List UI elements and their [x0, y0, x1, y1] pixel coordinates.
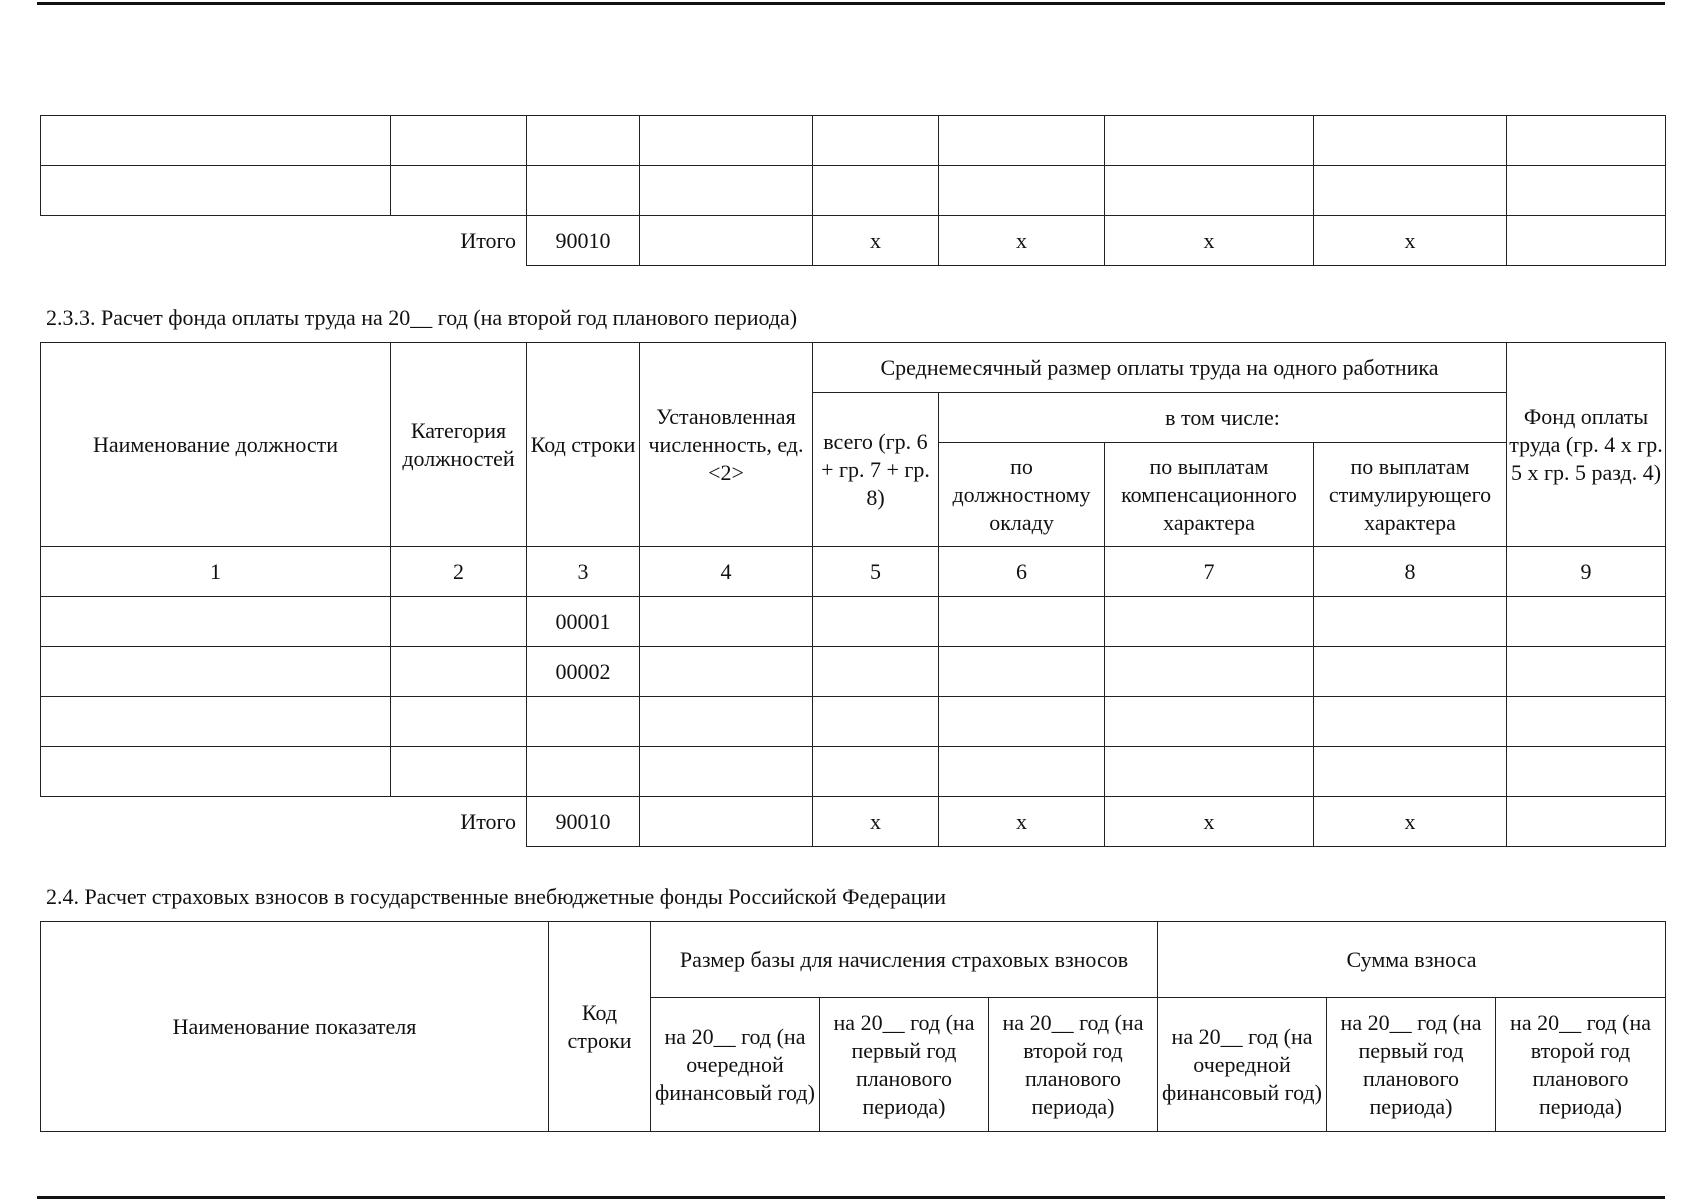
table-row	[41, 597, 1666, 647]
row-code	[527, 697, 640, 747]
total-label: Итого	[41, 216, 527, 266]
table-row	[41, 747, 1666, 797]
header-contribution: Сумма взноса	[1158, 922, 1666, 998]
header-fund: Фонд оплаты труда (гр. 4 x гр. 5 x гр. 5 разд. 4)	[1507, 343, 1666, 547]
header-year-second: на 20__ год (на второй год планового периода)	[989, 998, 1158, 1132]
column-number: 9	[1507, 547, 1666, 597]
header-year-next: на 20__ год (на очередной финансовый год)	[1158, 998, 1327, 1132]
row-code	[527, 747, 640, 797]
column-number: 5	[813, 547, 939, 597]
x-mark: x	[1105, 797, 1314, 847]
total-code: 90010	[527, 216, 640, 266]
payroll-table-233	[40, 342, 1666, 847]
top-rule	[37, 2, 1665, 5]
header-year-second: на 20__ год (на второй год планового периода)	[1496, 998, 1666, 1132]
header-category: Категория должностей	[391, 343, 527, 547]
bottom-rule	[37, 1196, 1665, 1199]
column-number: 3	[527, 547, 640, 597]
table-row	[41, 116, 1666, 166]
column-number: 2	[391, 547, 527, 597]
header-position-name: Наименование должности	[41, 343, 391, 547]
table-row	[41, 697, 1666, 747]
column-number: 7	[1105, 547, 1314, 597]
total-row	[41, 797, 1666, 847]
total-code: 90010	[527, 797, 640, 847]
row-code: 00001	[527, 597, 640, 647]
insurance-table-24	[40, 921, 1666, 1132]
column-number: 8	[1314, 547, 1507, 597]
x-mark: x	[1314, 797, 1507, 847]
x-mark: x	[813, 216, 939, 266]
previous-table-tail	[40, 115, 1666, 266]
header-compensation: по выплатам компенсационного характера	[1105, 443, 1314, 547]
column-number: 4	[640, 547, 813, 597]
header-year-next: на 20__ год (на очередной финансовый год)	[651, 998, 820, 1132]
column-numbers-row	[41, 547, 1666, 597]
x-mark: x	[1314, 216, 1507, 266]
total-label: Итого	[41, 797, 527, 847]
header-base-size: Размер базы для начисления страховых взносов	[651, 922, 1158, 998]
header-headcount: Установленная численность, ед. <2>	[640, 343, 813, 547]
table-row	[41, 647, 1666, 697]
header-including: в том числе:	[939, 393, 1507, 443]
header-avg-monthly: Среднемесячный размер оплаты труда на одного работника	[813, 343, 1507, 393]
section-233-title: 2.3.3. Расчет фонда оплаты труда на 20__ год (на второй год планового периода)	[46, 305, 798, 330]
table-row	[41, 166, 1666, 216]
row-code: 00002	[527, 647, 640, 697]
column-number: 1	[41, 547, 391, 597]
column-number: 6	[939, 547, 1105, 597]
x-mark: x	[1105, 216, 1314, 266]
header-year-first: на 20__ год (на первый год планового периода)	[820, 998, 989, 1132]
total-row	[41, 216, 1666, 266]
header-row-code: Код строки	[527, 343, 640, 547]
x-mark: x	[939, 216, 1105, 266]
header-salary: по должностному окладу	[939, 443, 1105, 547]
header-year-first: на 20__ год (на первый год планового периода)	[1327, 998, 1496, 1132]
x-mark: x	[939, 797, 1105, 847]
section-24-title: 2.4. Расчет страховых взносов в государственные внебюджетные фонды Российской Федерации	[46, 884, 947, 909]
x-mark: x	[813, 797, 939, 847]
header-indicator-name: Наименование показателя	[41, 922, 549, 1132]
header-incentive: по выплатам стимулирующего характера	[1314, 443, 1507, 547]
header-row-code: Код строки	[549, 922, 651, 1132]
header-total: всего (гр. 6 + гр. 7 + гр. 8)	[813, 393, 939, 547]
